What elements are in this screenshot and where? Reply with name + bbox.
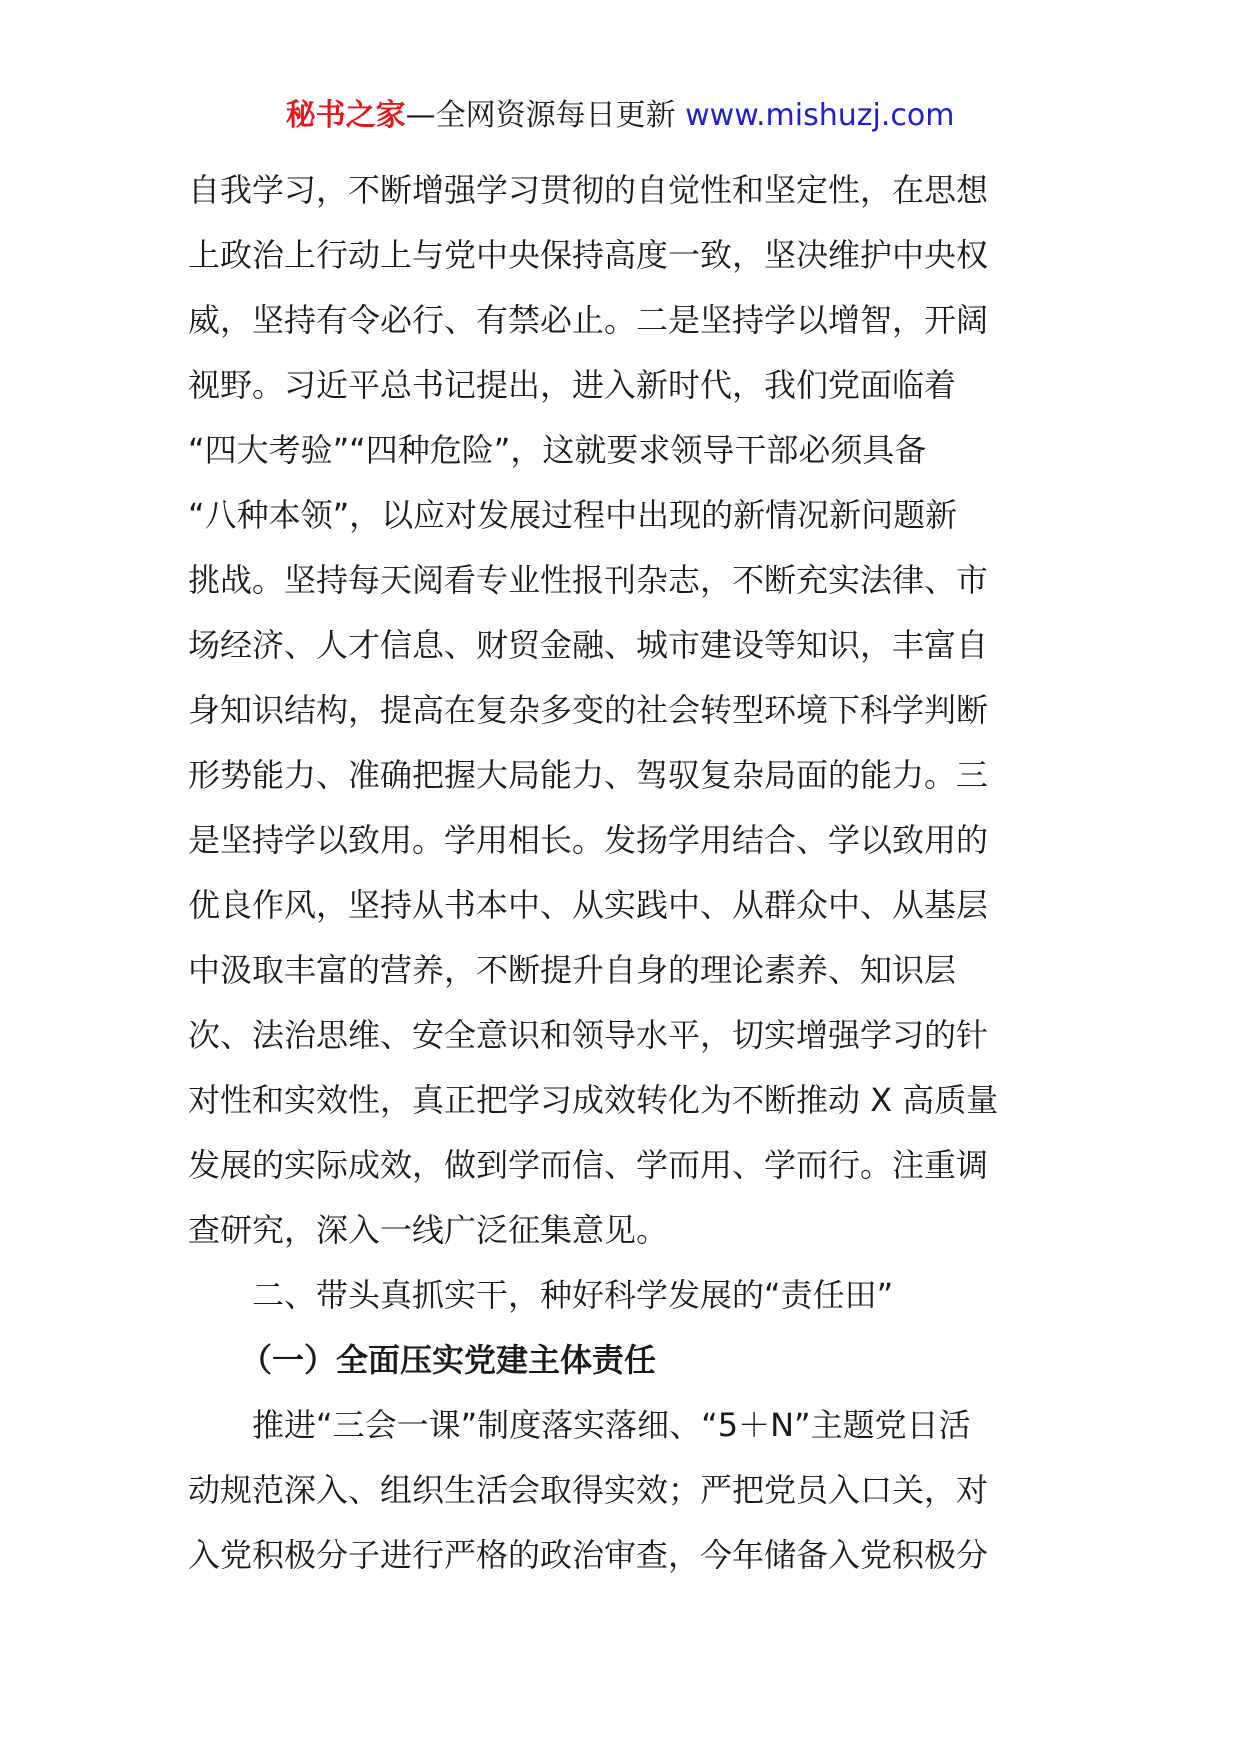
paragraph-line: “四大考验”“四种危险”，这就要求领导干部必须具备 [188, 431, 927, 469]
paragraph-line: 威，坚持有令必行、有禁必止。二是坚持学以增智，开阔 [188, 301, 989, 339]
paragraph-line: 挑战。坚持每天阅看专业性报刊杂志，不断充实法律、市 [188, 561, 989, 599]
header-tagline: —全网资源每日更新 [405, 98, 686, 133]
page-header [0, 96, 1240, 136]
paragraph-line: 是坚持学以致用。学用相长。发扬学用结合、学以致用的 [188, 821, 989, 859]
document-body [188, 158, 1058, 1588]
subsection-heading: （一）全面压实党建主体责任 [240, 1341, 657, 1379]
brand-name: 秘书之家 [285, 98, 406, 133]
paragraph-line: 上政治上行动上与党中央保持高度一致，坚决维护中央权 [188, 236, 989, 274]
paragraph-line: 查研究，深入一线广泛征集意见。 [188, 1211, 669, 1249]
paragraph-line: 次、法治思维、安全意识和领导水平，切实增强学习的针 [188, 1016, 989, 1054]
paragraph-line: 视野。习近平总书记提出，进入新时代，我们党面临着 [188, 366, 957, 404]
paragraph-line: “八种本领”，以应对发展过程中出现的新情况新问题新 [188, 496, 958, 534]
paragraph-line: 发展的实际成效，做到学而信、学而用、学而行。注重调 [188, 1146, 989, 1184]
paragraph-line: 场经济、人才信息、财贸金融、城市建设等知识，丰富自 [188, 626, 989, 664]
paragraph-line: 优良作风，坚持从书本中、从实践中、从群众中、从基层 [188, 886, 989, 924]
paragraph-line: 推进“三会一课”制度落实落细、“5＋N”主题党日活 [252, 1406, 971, 1444]
paragraph-line: 自我学习，不断增强学习贯彻的自觉性和坚定性，在思想 [188, 171, 989, 209]
paragraph-line: 身知识结构，提高在复杂多变的社会转型环境下科学判断 [188, 691, 989, 729]
paragraph-line: 形势能力、准确把握大局能力、驾驭复杂局面的能力。三 [188, 756, 989, 794]
paragraph-line: 中汲取丰富的营养，不断提升自身的理论素养、知识层 [188, 951, 957, 989]
paragraph-line: 入党积极分子进行严格的政治审查，今年储备入党积极分 [188, 1536, 989, 1574]
paragraph-line: 动规范深入、组织生活会取得实效；严把党员入口关，对 [188, 1471, 989, 1509]
paragraph-line: 对性和实效性，真正把学习成效转化为不断推动 X 高质量 [188, 1081, 999, 1119]
website-link[interactable]: www.mishuzj.com [685, 98, 955, 133]
section-heading: 二、带头真抓实干，种好科学发展的“责任田” [252, 1276, 894, 1314]
